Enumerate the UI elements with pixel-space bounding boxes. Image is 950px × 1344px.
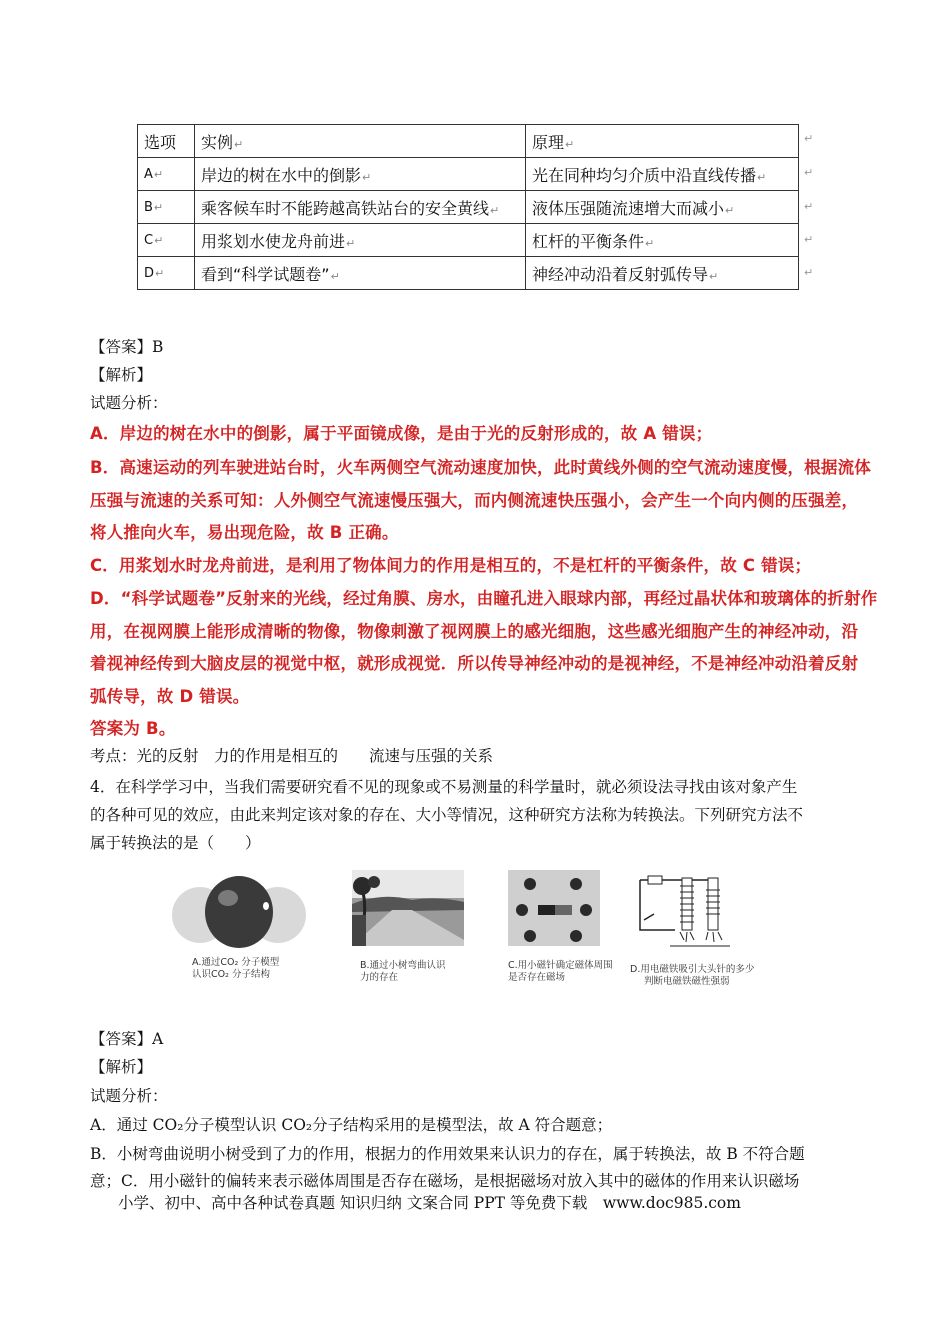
figure-c-caption-2: 是否存在磁场 <box>508 972 566 983</box>
figure-co2-model <box>170 870 310 990</box>
principle-cell: 杠杆的平衡条件 <box>532 231 645 251</box>
q3-analysis-line: A．岸边的树在水中的倒影，属于平面镜成像，是由于光的反射形成的，故 A 错误； <box>90 424 713 443</box>
q3-analysis-line: 将人推向火车，易出现危险，故 B 正确。 <box>90 523 399 542</box>
figure-d-caption-1: D.用电磁铁吸引大头针的多少 <box>630 964 755 975</box>
figure-electromagnet <box>630 870 775 990</box>
q3-analysis-line: 着视神经传到大脑皮层的视觉中枢，就形成视觉．所以传导神经冲动的是视神经，不是神经冲动沿着反射 <box>90 654 859 673</box>
figure-b-caption-1: B.通过小树弯曲认识 <box>360 960 446 971</box>
option-label: D <box>144 265 155 281</box>
q3-analysis-line: 弧传导，故 D 错误。 <box>90 687 250 706</box>
example-cell: 乘客候车时不能跨越高铁站台的安全黄线 <box>201 198 490 218</box>
q4-stem-line: 4．在科学学习中，当我们需要研究看不见的现象或不易测量的科学量时，就必须设法寻找由该对象产生 <box>90 778 798 796</box>
tree-bending-image <box>352 870 464 946</box>
principle-cell: 光在同种均匀介质中沿直线传播 <box>532 165 757 185</box>
table-row: A↵ 岸边的树在水中的倒影↵ 光在同种均匀介质中沿直线传播↵ <box>138 158 799 191</box>
example-cell: 看到“科学试题卷” <box>201 264 330 284</box>
electromagnet-image <box>630 870 740 950</box>
q4-analysis-line: A．通过 CO₂分子模型认识 CO₂分子结构采用的是模型法，故 A 符合题意； <box>90 1116 613 1134</box>
compass-magnet-image <box>508 870 600 946</box>
co2-model-image <box>170 870 310 955</box>
q3-analysis-line: 压强与流速的关系可知：人外侧空气流速慢压强大，而内侧流速快压强小，会产生一个向内侧的压强差， <box>90 491 859 510</box>
table-row: D↵ 看到“科学试题卷”↵ 神经冲动沿着反射弧传导↵ <box>138 257 799 290</box>
q4-analysis-line: 意；C．用小磁针的偏转来表示磁体周围是否存在磁场，是根据磁场对放入其中的磁体的作用来认识磁场 <box>90 1172 800 1190</box>
option-label: B <box>144 199 153 215</box>
q4-answer: 【答案】A <box>90 1030 164 1048</box>
q4-analysis-heading: 【解析】 <box>90 1058 153 1076</box>
q4-stem-line: 属于转换法的是（ ） <box>90 834 261 852</box>
q3-analysis-line: D．“科学试题卷”反射来的光线，经过角膜、房水，由瞳孔进入眼球内部，再经过晶状体和玻璃体的折射作 <box>90 589 878 608</box>
q4-analysis-line: B．小树弯曲说明小树受到了力的作用，根据力的作用效果来认识力的存在，属于转换法，故 B 不符合题 <box>90 1145 805 1163</box>
table-row: C↵ 用浆划水使龙舟前进↵ 杠杆的平衡条件↵ <box>138 224 799 257</box>
row-end-mark: ↵ <box>804 200 814 213</box>
figure-a-caption-2: 认识CO₂ 分子结构 <box>192 969 270 980</box>
principle-cell: 神经冲动沿着反射弧传导 <box>532 264 709 284</box>
q3-analysis-line: 用，在视网膜上能形成清晰的物像，物像刺激了视网膜上的感光细胞，这些感光细胞产生的神经冲动，沿 <box>90 622 859 641</box>
header-option: 选项 <box>138 125 195 158</box>
table-header-row <box>138 125 799 158</box>
q3-analysis-title: 试题分析： <box>90 394 168 412</box>
figure-b-caption-2: 力的存在 <box>360 972 399 983</box>
row-end-mark: ↵ <box>804 132 814 145</box>
row-end-mark: ↵ <box>804 233 814 246</box>
figure-c-caption-1: C.用小磁针确定磁体周围 <box>508 960 613 971</box>
example-cell: 用浆划水使龙舟前进 <box>201 231 346 251</box>
figure-tree-bending <box>352 870 470 990</box>
options-table <box>137 124 799 290</box>
figure-compass-magnet <box>508 870 620 990</box>
option-label: C <box>144 232 154 248</box>
q3-kaodian: 考点：光的反射 力的作用是相互的 流速与压强的关系 <box>90 747 494 765</box>
q3-final-answer: 答案为 B。 <box>90 719 176 738</box>
table-row: B↵ 乘客候车时不能跨越高铁站台的安全黄线↵ 液体压强随流速增大而减小↵ <box>138 191 799 224</box>
row-end-mark: ↵ <box>804 166 814 179</box>
row-end-mark: ↵ <box>804 266 814 279</box>
header-principle: 原理↵ <box>526 125 799 158</box>
page-footer: 小学、初中、高中各种试卷真题 知识归纳 文案合同 PPT 等免费下载 www.doc985.com <box>118 1194 741 1212</box>
example-cell: 岸边的树在水中的倒影 <box>201 165 362 185</box>
q3-answer: 【答案】B <box>90 338 164 356</box>
option-label: A <box>144 166 153 182</box>
principle-cell: 液体压强随流速增大而减小 <box>532 198 725 218</box>
figure-d-caption-2: 判断电磁铁磁性强弱 <box>644 976 730 987</box>
q3-analysis-line: B．高速运动的列车驶进站台时，火车两侧空气流动速度加快，此时黄线外侧的空气流动速度慢，根据流体 <box>90 458 871 477</box>
figure-a-caption-1: A.通过CO₂ 分子模型 <box>192 957 280 968</box>
q3-analysis-line: C．用浆划水时龙舟前进，是利用了物体间力的作用是相互的，不是杠杆的平衡条件，故 C 错误； <box>90 556 812 575</box>
q3-analysis-heading: 【解析】 <box>90 366 153 384</box>
header-example: 实例↵ <box>195 125 526 158</box>
q4-stem-line: 的各种可见的效应，由此来判定该对象的存在、大小等情况，这种研究方法称为转换法。下列研究方法不 <box>90 806 804 824</box>
q4-analysis-title: 试题分析： <box>90 1087 168 1105</box>
